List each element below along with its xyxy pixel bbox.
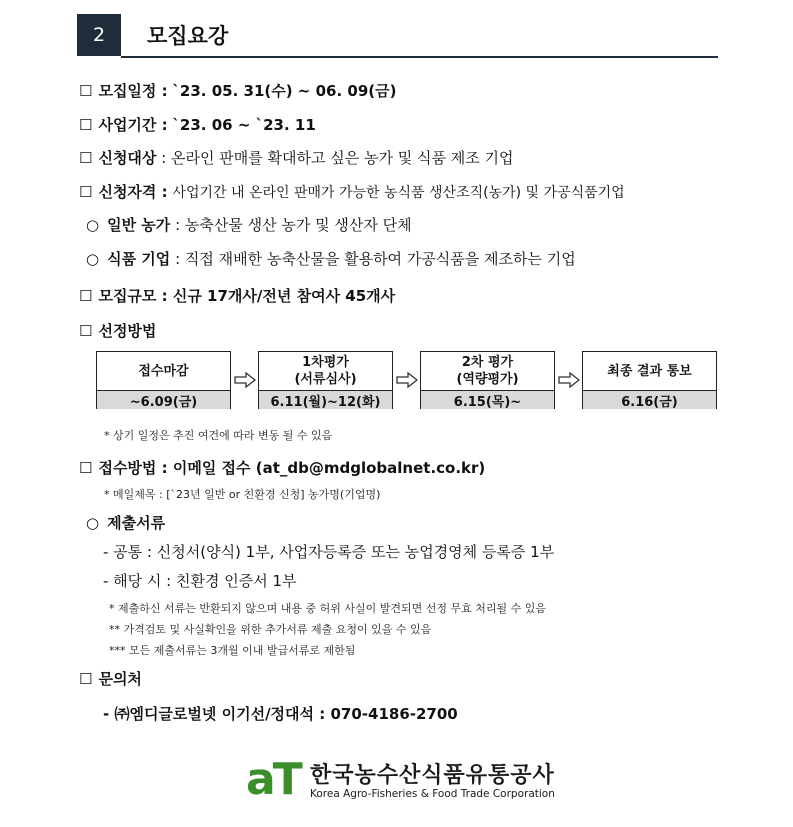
checkbox-icon: ☐	[79, 459, 93, 477]
general-farm-label: 일반 농가	[107, 216, 171, 234]
checkbox-icon: ☐	[79, 183, 93, 201]
period-label: 사업기간 :	[98, 116, 168, 134]
doc-note: * 제출하신 서류는 반환되지 않으며 내용 중 허위 사실이 발견되면 선정 무효 처리될 수 있음	[109, 602, 546, 615]
period-value: `23. 06 ~ `23. 11	[172, 116, 316, 134]
doc-note: *** 모든 제출서류는 3개월 이내 발급서류로 제한됨	[109, 644, 356, 657]
selection-line	[79, 320, 156, 341]
food-company-label: 식품 기업	[107, 250, 171, 268]
arrow-right-icon	[396, 372, 418, 388]
flow-step-second-evaluation	[420, 351, 555, 409]
circle-bullet-icon: ○	[86, 514, 100, 532]
food-company-value: : 직접 재배한 농축산물을 활용하여 가공식품을 제조하는 기업	[175, 250, 576, 268]
checkbox-icon: ☐	[79, 670, 93, 688]
section-number-badge: 2	[77, 14, 121, 56]
selection-label: 선정방법	[98, 322, 157, 340]
flow-step-date: 6.16(금)	[583, 390, 716, 409]
contact-label: 문의처	[98, 670, 142, 688]
target-value: : 온라인 판매를 확대하고 싶은 농가 및 식품 제조 기업	[161, 149, 514, 167]
email-subject-note: * 메일제목 : [`23년 일반 or 친환경 신청] 농가명(기업명)	[104, 488, 381, 501]
schedule-value: `23. 05. 31(수) ~ 06. 09(금)	[172, 82, 397, 100]
submission-line	[79, 457, 485, 478]
arrow-right-icon	[234, 372, 256, 388]
flow-step-date: ~6.09(금)	[97, 390, 230, 409]
logo-korean-name: 한국농수산식품유통공사	[310, 763, 555, 788]
logo-english-name: Korea Agro-Fisheries & Food Trade Corporation	[310, 788, 555, 800]
documents-line	[86, 512, 165, 533]
food-company-line	[86, 248, 576, 269]
flow-step-title: 접수마감	[138, 363, 189, 379]
checkbox-icon: ☐	[79, 82, 93, 100]
general-farm-line	[86, 214, 412, 235]
submission-text: 접수방법 : 이메일 접수 (at_db@mdglobalnet.co.kr)	[98, 459, 486, 477]
target-label: 신청대상	[98, 149, 157, 167]
scale-line	[79, 285, 395, 306]
contact-value: - ㈜엠디글로벌넷 이기선/정대석 : 070-4186-2700	[103, 705, 458, 723]
flow-step-first-evaluation	[258, 351, 393, 409]
checkbox-icon: ☐	[79, 149, 93, 167]
doc-note: ** 가격검토 및 사실확인을 위한 추가서류 제출 요청이 있을 수 있음	[109, 623, 432, 636]
checkbox-icon: ☐	[79, 287, 93, 305]
circle-bullet-icon: ○	[86, 250, 100, 268]
doc-eco: - 해당 시 : 친환경 인증서 1부	[103, 572, 297, 590]
documents-label: 제출서류	[107, 514, 166, 532]
target-line	[79, 147, 513, 168]
flow-step-date: 6.11(월)~12(화)	[259, 390, 392, 409]
qualification-value: 사업기간 내 온라인 판매가 가능한 농식품 생산조직(농가) 및 가공식품기업	[172, 185, 625, 201]
header-rule	[121, 56, 718, 58]
flow-step-final-notice	[582, 351, 717, 409]
qualification-line	[79, 181, 625, 202]
flow-step-subtitle: (역량평가)	[456, 372, 519, 387]
flow-step-title: 최종 결과 통보	[607, 363, 692, 379]
section-title: 모집요강	[147, 24, 229, 48]
schedule-label: 모집일정 :	[98, 82, 168, 100]
checkbox-icon: ☐	[79, 116, 93, 134]
flow-step-deadline	[96, 351, 231, 409]
arrow-right-icon	[558, 372, 580, 388]
period-line	[79, 114, 316, 135]
doc-common: - 공통 : 신청서(양식) 1부, 사업자등록증 또는 농업경영체 등록증 1부	[103, 543, 555, 561]
circle-bullet-icon: ○	[86, 216, 100, 234]
general-farm-value: : 농축산물 생산 농가 및 생산자 단체	[175, 216, 412, 234]
flow-step-title: 1차평가	[302, 355, 349, 370]
contact-line	[79, 668, 142, 689]
flow-step-subtitle: (서류심사)	[294, 372, 357, 387]
flow-step-date: 6.15(목)~	[421, 390, 554, 409]
scale-text: 모집규모 : 신규 17개사/전년 참여사 45개사	[98, 287, 396, 305]
checkbox-icon: ☐	[79, 322, 93, 340]
flow-step-title: 2차 평가	[461, 355, 514, 370]
flow-note: * 상기 일정은 추진 여건에 따라 변동 될 수 있음	[104, 429, 333, 442]
at-logo-icon: aT	[246, 754, 300, 805]
schedule-line	[79, 80, 396, 101]
qualification-label: 신청자격 :	[98, 183, 168, 201]
